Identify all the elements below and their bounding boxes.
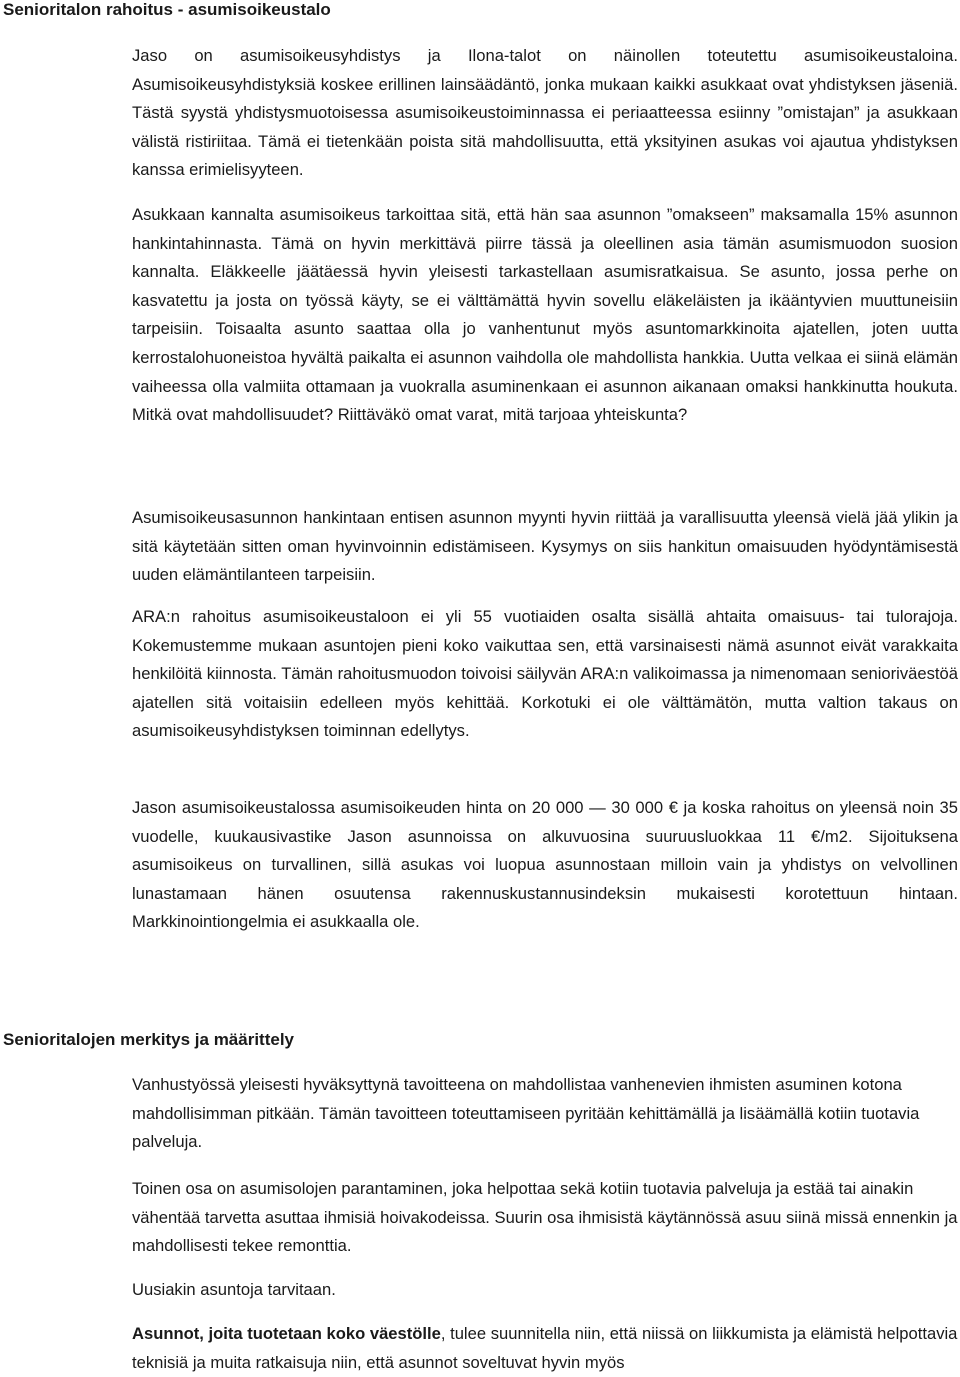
paragraph-hinta: Jason asumisoikeustalossa asumisoikeuden hinta on 20 000 — 30 000 € ja koska rahoitus on yleensä noin 35 vuodelle, kuukausivastike Jason asunnoissa on alkuvuosina suuruusluokkaa 11 €/m2. Sijoituksena asumisoikeus on turvallinen, sillä asukas voi luopua asunnostaan milloin vain ja yhdistys on velvollinen lunastamaan hänen osuutensa rakennuskustannusindeksin mukaisesti korotettuun hintaan. Markkinointiongelmia ei asukkaalla ole. — [132, 798, 958, 932]
paragraph-asumisolot: Toinen osa on asumisolojen parantaminen, joka helpottaa sekä kotiin tuotavia palveluja ja estää tai ainakin vähentää tarvetta asuttaa ihmisiä hoivakodeissa. Suurin osa ihmisistä käytännössä asuu siinä missä ennenkin ja mahdollisesti tekee remonttia. — [132, 1179, 958, 1256]
paragraph-ara-rahoitus: ARA:n rahoitus asumisoikeustaloon ei yli 55 vuotiaiden osalta sisällä ahtaita omaisuus- tai tulorajoja. Kokemustemme mukaan asuntojen pieni koko vaikuttaa sen, että varsinaisesti nämä asunnot eivät varakkaita henkilöitä kiinnosta. Tämän rahoitusmuodon toivoisi säilyvän ARA:n valikoimassa ja nimenomaan senioriväestöä ajatellen sitä voitaisiin edelleen myös kehittää. Korkotuki ei ole välttämätön, mutta valtion takaus on asumisoikeusyhdistyksen toiminnan edellytys. — [132, 607, 958, 741]
paragraph-asukkaan-kannalta: Asukkaan kannalta asumisoikeus tarkoittaa sitä, että hän saa asunnon ”omakseen” maksamalla 15% asunnon hankintahinnasta. Tämä on hyvin merkittävä piirre tässä ja oleellinen asia tämän asumismuodon suosion kannalta. Eläkkeelle jäätäessä hyvin yleisesti tarkastellaan asumisratkaisua. Se asunto, jossa perhe on kasvatettu ja josta on työssä käyty, se ei välttämättä hyvin sovellu eläkeläisten ja ikääntyvien muuttuneisiin tarpeisiin. Toisaalta asunto saattaa olla jo vanhentunut myös asuntomarkkinoita ajatellen, joten uutta kerrostalohuoneistoa hyvältä paikalta ei asunnon vaihdolla ole mahdollista hankkia. Uutta velkaa ei siinä elämän vaiheessa olla valmiita ottamaan ja vuokralla asuminenkaan ei asunnon aikanaan omaksi hankkinutta houkuta. Mitkä ovat mahdollisuudet? Riittäväkö omat varat, mitä tarjoaa yhteiskunta? — [132, 205, 958, 425]
section-heading-merkitys: Senioritalojen merkitys ja määrittely — [3, 1030, 295, 1049]
section-heading-rahoitus: Senioritalon rahoitus - asumisoikeustalo — [3, 0, 331, 19]
paragraph-hankinta: Asumisoikeusasunnon hankintaan entisen asunnon myynti hyvin riittää ja varallisuutta yleensä vielä jää ylikin ja sitä käytetään sitten oman hyvinvoinnin edistämiseen. Kysymys on siis hankitun omaisuuden hyödyntämisestä uuden elämäntilanteen tarpeisiin. — [132, 508, 958, 585]
paragraph-uusia-asuntoja: Uusiakin asuntoja tarvitaan. — [132, 1280, 336, 1299]
bold-lead-text: Asunnot, joita tuotetaan koko väestölle — [132, 1324, 441, 1343]
paragraph-rest-text: , tulee suunnitella niin, että niissä on liikkumista ja elämistä helpottavia teknisiä ja muita ratkaisuja niin, että asunnot soveltuvat hyvin myös — [132, 1324, 958, 1372]
paragraph-jaso-intro: Jaso on asumisoikeusyhdistys ja Ilona-talot on näinollen toteutettu asumisoikeustaloina. Asumisoikeusyhdistyksiä koskee erillinen lainsäädäntö, jonka mukaan kaikki asukkaat ovat yhdistyksen jäseniä. Tästä syystä yhdistysmuotoisessa asumisoikeustoiminnassa ei periaatteessa esiinny ”omistajan” ja asukkaan välistä ristiriitaa. Tämä ei tietenkään poista sitä mahdollisuutta, että yksityinen asukas voi ajautua yhdistyksen kanssa erimielisyyteen. — [132, 46, 958, 180]
paragraph-vanhustyo: Vanhustyössä yleisesti hyväksyttynä tavoitteena on mahdollistaa vanhenevien ihmisten asuminen kotona mahdollisimman pitkään. Tämän tavoitteen toteuttamiseen pyritään kehittämällä ja lisäämällä kotiin tuotavia palveluja. — [132, 1075, 920, 1152]
paragraph-asunnot-koko-vaestolle — [132, 1320, 958, 1377]
